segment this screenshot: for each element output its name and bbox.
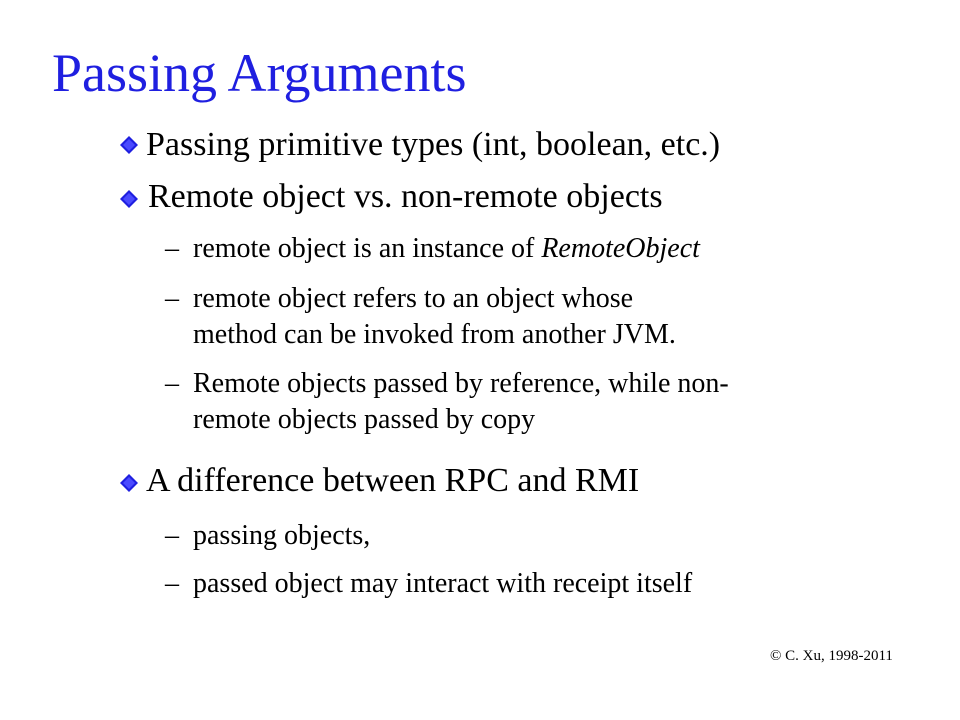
sub-item bbox=[165, 520, 885, 554]
bullet-text: A difference between RPC and RMI bbox=[146, 462, 640, 499]
slide-title: Passing Arguments bbox=[52, 43, 467, 103]
sub-text: passed object may interact with receipt itself bbox=[193, 568, 693, 599]
dash-marker: – bbox=[165, 368, 179, 399]
dash-marker: – bbox=[165, 520, 179, 551]
sub-text-line: remote object refers to an object whose bbox=[193, 283, 634, 314]
sub-text-line: remote objects passed by copy bbox=[193, 404, 536, 435]
bullet-text: Passing primitive types (int, boolean, etc.) bbox=[146, 126, 721, 163]
bullet-text: Remote object vs. non-remote objects bbox=[148, 178, 663, 215]
sub-text-line: Remote objects passed by reference, while non- bbox=[193, 368, 729, 399]
dash-marker: – bbox=[165, 568, 179, 599]
sub-text: passing objects, bbox=[193, 520, 371, 551]
dash-marker: – bbox=[165, 283, 179, 314]
bullet-item bbox=[120, 178, 880, 218]
diamond-bullet-icon bbox=[120, 474, 136, 490]
copyright-footer: © C. Xu, 1998-2011 bbox=[770, 648, 893, 664]
sub-item bbox=[165, 568, 905, 602]
dash-marker: – bbox=[165, 233, 179, 264]
diamond-bullet-icon bbox=[120, 136, 136, 152]
sub-item bbox=[165, 283, 885, 353]
sub-text-plain: remote object is an instance of bbox=[193, 233, 542, 264]
bullet-item bbox=[120, 126, 880, 166]
sub-text-line: method can be invoked from another JVM. bbox=[193, 319, 676, 350]
sub-text bbox=[193, 233, 700, 265]
bullet-item bbox=[120, 462, 880, 502]
sub-item bbox=[165, 368, 925, 438]
diamond-bullet-icon bbox=[120, 190, 136, 206]
sub-text-italic: RemoteObject bbox=[541, 233, 700, 264]
sub-item bbox=[165, 233, 885, 267]
